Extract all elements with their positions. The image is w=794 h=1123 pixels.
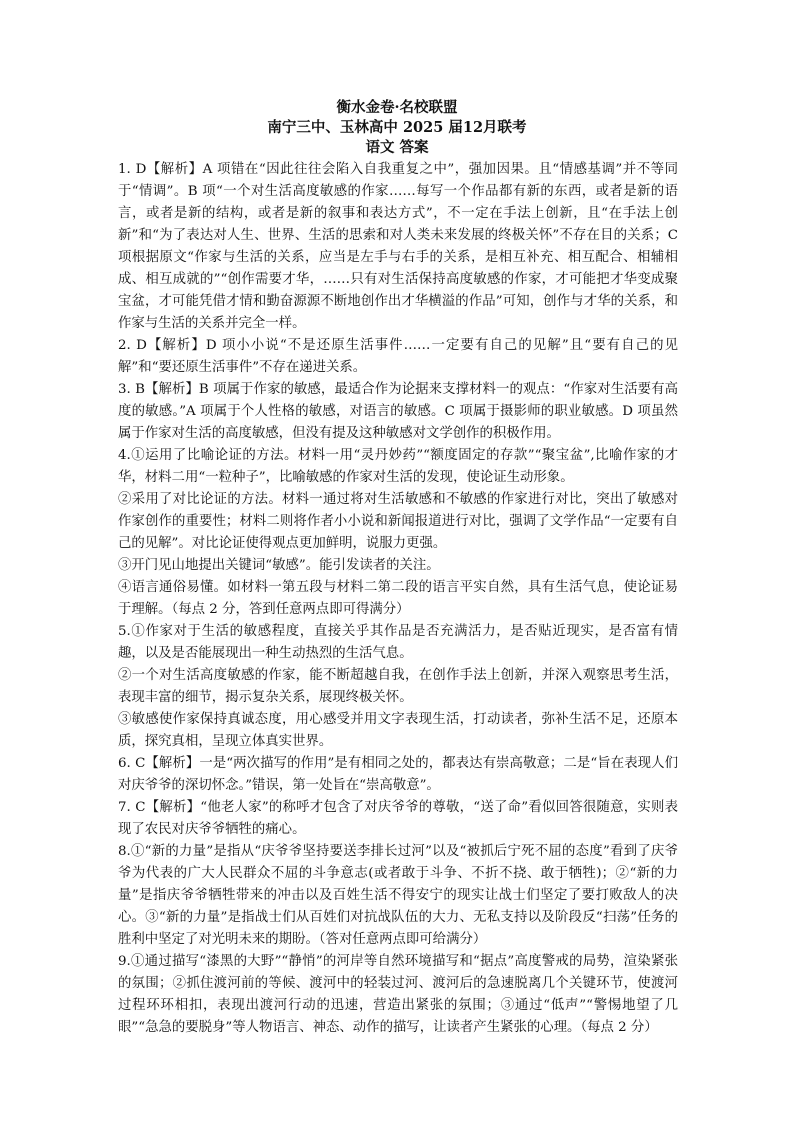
answer-item-5-point-1: 5.①作家对于生活的敏感程度，直接关乎其作品是否充满活力，是否贴近现实，是否富有情趣，以及是否能展现出一种生动热烈的生活气息。 (118, 624, 678, 661)
answer-title: 语文 答案 (365, 139, 429, 156)
exam-subtitle: 南宁三中、玉林高中 2025 届12月联考 (267, 119, 527, 136)
answer-item-5-point-2: ②一个对生活高度敏感的作家，能不断超越自我，在创作手法上创新，并深入观察思考生活，表现丰富的细节，揭示复杂关系，展现终极关怀。 (118, 668, 678, 705)
answer-item-7: 7. C【解析】“他老人家”的称呼才包含了对庆爷爷的尊敬，“送了命”看似回答很随意，实则表现了农民对庆爷爷牺牲的痛心。 (118, 800, 678, 837)
answer-item-4-point-2: ②采用了对比论证的方法。材料一通过将对生活敏感和不敏感的作家进行对比，突出了敏感对作家创作的重要性；材料二则将作者小小说和新闻报道进行对比，强调了文学作品“一定要有自己的见解”。对比论证使得观点更加鲜明，说服力更强。 (118, 492, 678, 551)
answer-item-8: 8.①“新的力量”是指从“庆爷爷坚持要送李排长过河”以及“被抓后宁死不屈的态度”看到了庆爷爷为代表的广大人民群众不屈的斗争意志(或者敢于斗争、不折不挠、敢于牺牲)；②“新的力量”是指庆爷爷牺牲带来的冲击以及百姓生活不得安宁的现实让战士们坚定了要打败敌人的决心。③“新的力量”是指战士们从百姓们对抗战队伍的大力、无私支持以及阶段反“扫荡”任务的胜利中坚定了对光明未来的期盼。（答对任意两点即可给满分） (118, 844, 678, 947)
answer-item-2: 2. D【解析】D 项小小说“不是还原生活事件……一定要有自己的见解”且“要有自己的见解”和“要还原生活事件”不存在递进关系。 (118, 338, 678, 375)
answer-item-3: 3. B【解析】B 项属于作家的敏感，最适合作为论据来支撑材料一的观点：“作家对生活要有高度的敏感。”A 项属于个人性格的敏感，对语言的敏感。C 项属于摄影师的职业敏感。D 项虽然属于作家对生活的高度敏感，但没有提及这种敏感对文学创作的积极作用。 (118, 382, 678, 441)
answer-item-4-point-3: ③开门见山地提出关键词“敏感”。能引发读者的关注。 (118, 558, 440, 573)
answer-item-6: 6. C【解析】一是“两次描写的作用”是有相同之处的，都表达有崇高敬意；二是“旨在表现人们对庆爷爷的深切怀念。”错误，第一处旨在“崇高敬意”。 (118, 756, 678, 793)
answer-item-5-point-3: ③敏感使作家保持真诚态度，用心感受并用文字表现生活，打动读者，弥补生活不足，还原本质，探究真相，呈现立体真实世界。 (118, 712, 678, 749)
answer-item-4-point-4: ④语言通俗易懂。如材料一第五段与材料二第二段的语言平实自然，具有生活气息，使论证易于理解。（每点 2 分，答到任意两点即可得满分） (118, 580, 678, 617)
answer-item-9: 9.①通过描写“漆黑的大野”“静悄”的河岸等自然环境描写和“据点”高度警戒的局势，渲染紧张的氛围；②抓住渡河前的等候、渡河中的轻装过河、渡河后的急速脱离几个关键环节，使渡河过程环环相扣，表现出渡河行动的迅速，营造出紧张的氛围；③通过“低声”“警惕地望了几眼”“急急的要脱身”等人物语言、神态、动作的描写，让读者产生紧张的心理。（每点 2 分） (118, 954, 678, 1035)
answer-body (118, 159, 678, 1039)
answer-item-1: 1. D【解析】A 项错在“因此往往会陷入自我重复之中”，强加因果。且“情感基调”并不等同于“情调”。B 项“一个对生活高度敏感的作家……每写一个作品都有新的东西，或者是新的语言，或者是新的结构，或者是新的叙事和表达方式”，不一定在手法上创新，且“在手法上创新”和“为了表达对人生、世界、生活的思索和对人类未来发展的终极关怀”不存在目的关系；C 项根据原文“作家与生活的关系，应当是左手与右手的关系，是相互补充、相互配合、相辅相成、相互成就的”“创作需要才华，……只有对生活保持高度敏感的作家，才可能把才华变成聚宝盆，才可能凭借才情和勤奋源源不断地创作出才华横溢的作品”可知，创作与才华的关系，和作家与生活的关系并完全一样。 (118, 162, 678, 331)
answer-item-4-point-1: 4.①运用了比喻论证的方法。材料一用“灵丹妙药”“额度固定的存款”“聚宝盆”,比喻作家的才华，材料二用“一粒种子”，比喻敏感的作家对生活的发现，使论证生动形象。 (118, 448, 678, 485)
exam-series-title: 衡水金卷·名校联盟 (336, 99, 458, 116)
